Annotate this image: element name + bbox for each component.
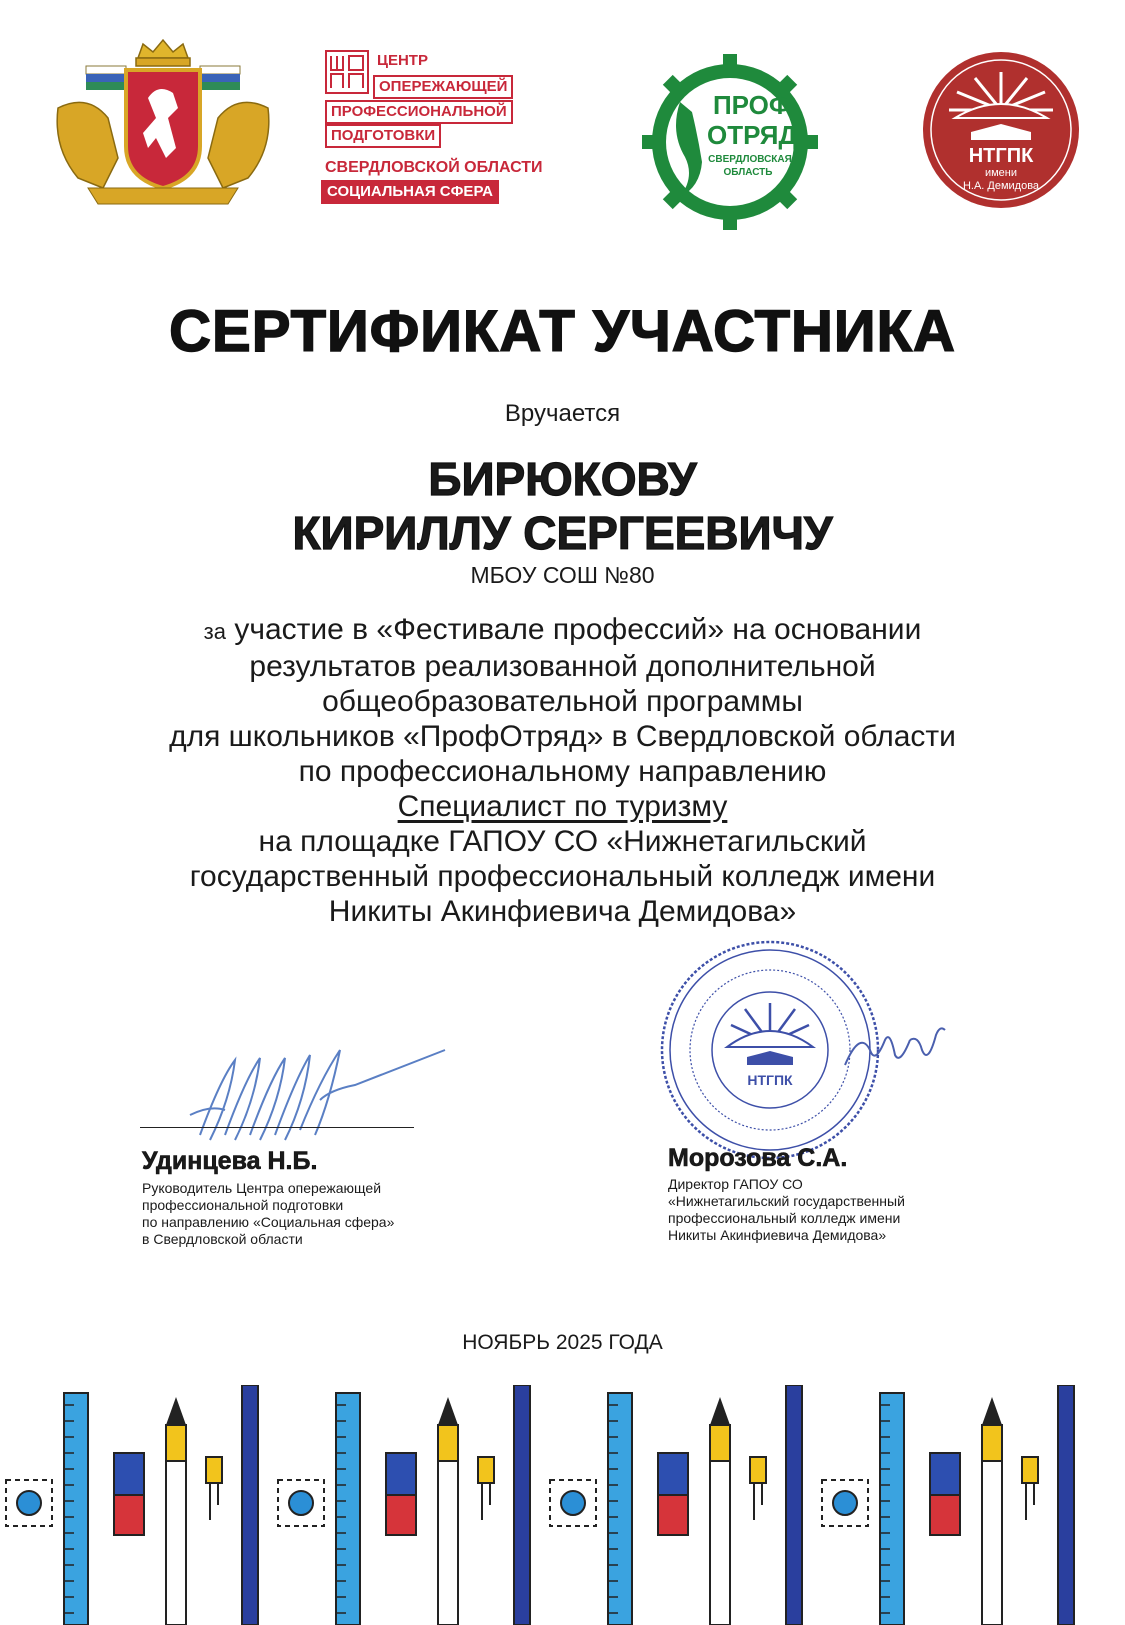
prof-text-3: СВЕРДЛОВСКАЯ: [708, 154, 792, 165]
ntgpk-line-2: Н.А. Демидова: [962, 180, 1040, 192]
body-prefix: за: [203, 619, 226, 644]
specialty: Специалист по туризму: [397, 790, 728, 823]
signatory-2-role-line: Никиты Акинфиевича Демидова»: [668, 1227, 887, 1243]
pencil-band-icon: [982, 1425, 1002, 1461]
signatory-2-role-line: «Нижнетагильский государственный: [668, 1193, 905, 1209]
node-circle-icon: [561, 1491, 585, 1515]
eraser-bottom-icon: [658, 1495, 688, 1535]
signatory-2-role: [668, 1176, 905, 1244]
body-line-1-text: участие в «Фестивале профессий» на основании: [234, 613, 922, 646]
signatory-1-role: [142, 1180, 394, 1248]
recipient-school: МБОУ СОШ №80: [470, 562, 655, 588]
decorative-stationery-border: [0, 1385, 1125, 1625]
pencil-band-icon: [438, 1425, 458, 1461]
ntgpk-line-1: имени: [984, 167, 1018, 179]
ruler-icon: [880, 1393, 904, 1625]
signatory-1-name: Удинцева Н.Б.: [142, 1147, 318, 1175]
pencil-tip-icon: [438, 1397, 458, 1425]
signature-line: [140, 1127, 414, 1128]
signature-morozova: [840, 1010, 950, 1080]
prof-text-4: ОБЛАСТЬ: [723, 167, 773, 178]
body-line-5: по профессиональному направлению: [298, 755, 827, 788]
copp-mark-icon: [325, 50, 369, 94]
ntgpk-logo: [915, 50, 1087, 210]
copp-line-5: СВЕРДЛОВСКОЙ ОБЛАСТИ: [325, 159, 543, 176]
signatory-1-role-line: в Свердловской области: [142, 1231, 303, 1247]
pen-icon: [1058, 1385, 1074, 1625]
signatory-2-role-line: профессиональный колледж имени: [668, 1210, 901, 1226]
body-line-3: общеобразовательной программы: [322, 685, 803, 718]
pencil-tip-icon: [982, 1397, 1002, 1425]
copp-line-2: ОПЕРЕЖАЮЩЕЙ: [373, 75, 513, 99]
pen-icon: [786, 1385, 802, 1625]
signatory-2-name: Морозова С.А.: [668, 1144, 848, 1172]
pencil-tip-icon: [166, 1397, 186, 1425]
stamp-center-text: НТГПК: [747, 1072, 793, 1088]
body-line-1: [0, 612, 1125, 649]
small-pencil-icon: [750, 1457, 766, 1483]
pencil-tip-icon: [710, 1397, 730, 1425]
eraser-bottom-icon: [930, 1495, 960, 1535]
body-line-8: Никиты Акинфиевича Демидова»: [328, 895, 797, 928]
eraser-top-icon: [386, 1453, 416, 1495]
ruler-icon: [336, 1393, 360, 1625]
signatory-2-role-line: Директор ГАПОУ СО: [668, 1176, 803, 1192]
body-line-6: на площадке ГАПОУ СО «Нижнетагильский: [258, 825, 867, 858]
body-line-7: государственный профессиональный колледж имени: [189, 860, 936, 893]
pencil-band-icon: [710, 1425, 730, 1461]
small-pencil-icon: [1022, 1457, 1038, 1483]
pencil-band-icon: [166, 1425, 186, 1461]
node-circle-icon: [17, 1491, 41, 1515]
profotryad-logo: [640, 52, 820, 232]
small-pencil-icon: [206, 1457, 222, 1483]
copp-line-1: ЦЕНТР: [377, 52, 428, 69]
body-line-4: для школьников «ПрофОтряд» в Свердловской области: [169, 720, 956, 753]
copp-line-3: ПРОФЕССИОНАЛЬНОЙ: [325, 100, 513, 124]
body-line-2: результатов реализованной дополнительной: [249, 650, 876, 683]
copp-logo: [325, 48, 565, 218]
signatory-1-role-line: профессиональной подготовки: [142, 1197, 344, 1213]
pen-icon: [514, 1385, 530, 1625]
prof-text-1: ПРОФ: [712, 90, 792, 120]
eraser-bottom-icon: [386, 1495, 416, 1535]
small-pencil-icon: [478, 1457, 494, 1483]
pencil-body-icon: [710, 1461, 730, 1625]
copp-line-4: ПОДГОТОВКИ: [325, 124, 441, 148]
node-circle-icon: [289, 1491, 313, 1515]
signature-udintseva: [180, 1040, 460, 1150]
sverdlovsk-coat-of-arms-logo: [48, 38, 278, 206]
ntgpk-abbr: НТГПК: [968, 145, 1034, 167]
pencil-body-icon: [166, 1461, 186, 1625]
copp-line-6: СОЦИАЛЬНАЯ СФЕРА: [321, 180, 499, 204]
awarded-label: Вручается: [504, 400, 621, 427]
pen-icon: [242, 1385, 258, 1625]
pencil-body-icon: [438, 1461, 458, 1625]
recipient-given-names: КИРИЛЛУ СЕРГЕЕВИЧУ: [292, 507, 833, 559]
pencil-body-icon: [982, 1461, 1002, 1625]
recipient-surname: БИРЮКОВУ: [428, 453, 697, 505]
issue-date: НОЯБРЬ 2025 ГОДА: [462, 1331, 663, 1354]
prof-text-2: ОТРЯД: [706, 120, 798, 150]
signatory-1-role-line: Руководитель Центра опережающей: [142, 1180, 382, 1196]
ruler-icon: [608, 1393, 632, 1625]
signatory-1-role-line: по направлению «Социальная сфера»: [142, 1214, 395, 1230]
eraser-bottom-icon: [114, 1495, 144, 1535]
eraser-top-icon: [658, 1453, 688, 1495]
node-circle-icon: [833, 1491, 857, 1515]
eraser-top-icon: [930, 1453, 960, 1495]
ruler-icon: [64, 1393, 88, 1625]
certificate-body: [0, 612, 1125, 929]
certificate-title: СЕРТИФИКАТ УЧАСТНИКА: [169, 299, 956, 364]
eraser-top-icon: [114, 1453, 144, 1495]
